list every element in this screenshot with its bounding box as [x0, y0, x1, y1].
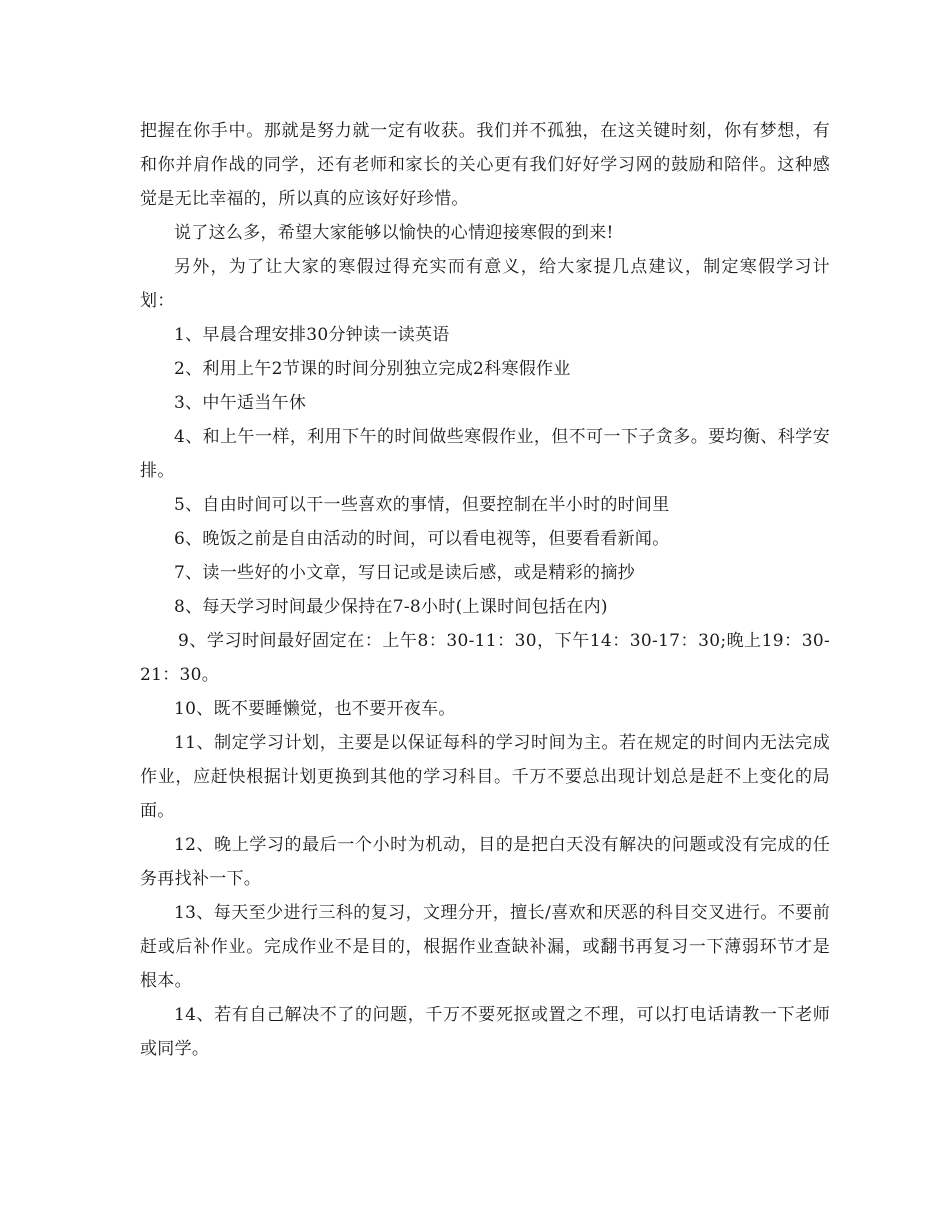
- plan-item-2: 2、利用上午2节课的时间分别独立完成2科寒假作业: [174, 359, 571, 379]
- plan-item-11: 11、制定学习计划，主要是以保证每科的学习时间为主。若在规定的时间内无法完成作业，应赶快根据计划更换到其他的学习科目。千万不要总出现计划总是赶不上变化的局面。: [140, 733, 830, 821]
- plan-item-3: 3、中午适当午休: [174, 393, 307, 413]
- plan-item-8: 8、每天学习时间最少保持在7-8小时(上课时间包括在内): [174, 597, 608, 617]
- plan-item-1: 1、早晨合理安排30分钟读一读英语: [174, 325, 450, 345]
- plan-item-4: 4、和上午一样，利用下午的时间做些寒假作业，但不可一下子贪多。要均衡、科学安排。: [140, 427, 830, 481]
- plan-item-14: 14、若有自己解决不了的问题，千万不要死抠或置之不理，可以打电话请教一下老师或同学。: [140, 1005, 830, 1059]
- paragraph-closing-remark: 说了这么多，希望大家能够以愉快的心情迎接寒假的到来!: [174, 223, 614, 243]
- plan-item-5: 5、自由时间可以干一些喜欢的事情，但要控制在半小时的时间里: [174, 495, 670, 515]
- plan-item-13: 13、每天至少进行三科的复习，文理分开，擅长/喜欢和厌恶的科目交叉进行。不要前赶或后补作业。完成作业不是目的，根据作业查缺补漏，或翻书再复习一下薄弱环节才是根本。: [140, 903, 830, 991]
- paragraph-continuation: 把握在你手中。那就是努力就一定有收获。我们并不孤独，在这关键时刻，你有梦想，有和你并肩作战的同学，还有老师和家长的关心更有我们好好学习网的鼓励和陪伴。这种感觉是无比幸福的，所以真的应该好好珍惜。: [140, 121, 830, 209]
- plan-item-9: 9、学习时间最好固定在：上午8：30-11：30，下午14：30-17：30;晚上19：30-21：30。: [140, 631, 830, 685]
- plan-item-7: 7、读一些好的小文章，写日记或是读后感，或是精彩的摘抄: [174, 563, 635, 583]
- plan-item-12: 12、晚上学习的最后一个小时为机动，目的是把白天没有解决的问题或没有完成的任务再找补一下。: [140, 835, 830, 889]
- document-body: [140, 114, 830, 1066]
- plan-item-10: 10、既不要睡懒觉，也不要开夜车。: [174, 699, 456, 719]
- paragraph-plan-intro: 另外，为了让大家的寒假过得充实而有意义，给大家提几点建议，制定寒假学习计划：: [140, 257, 830, 311]
- plan-item-6: 6、晚饭之前是自由活动的时间，可以看电视等，但要看看新闻。: [174, 529, 670, 549]
